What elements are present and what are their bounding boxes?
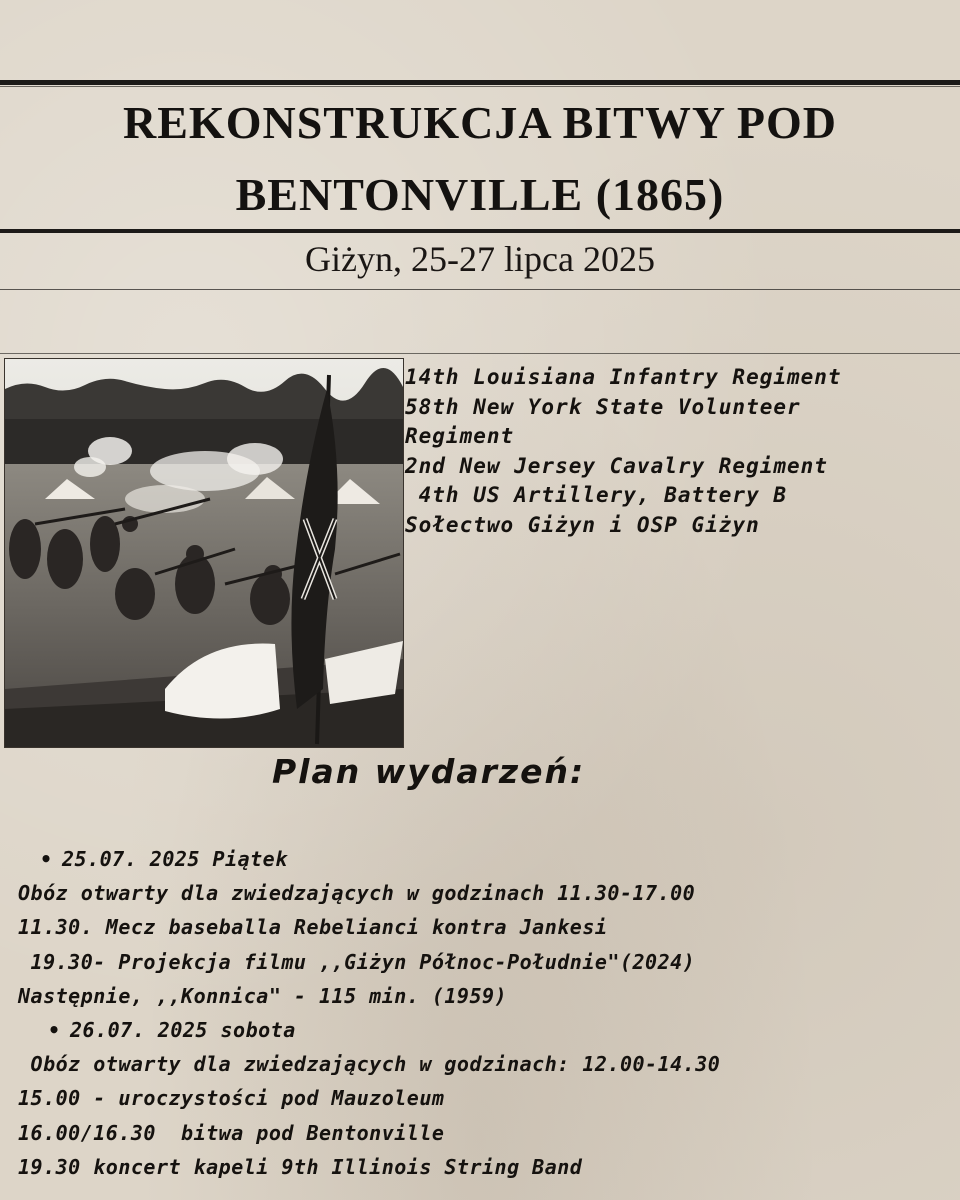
unit-item: 4th US Artillery, Battery B (405, 483, 788, 507)
schedule-line: 19.30 koncert kapeli 9th Illinois String Band (18, 1154, 583, 1179)
unit-item: 2nd New Jersey Cavalry Regiment (405, 453, 828, 478)
schedule-line: 19.30- Projekcja filmu ,,Giżyn Północ-Południe"(2024) (18, 949, 696, 974)
unit-item: Sołectwo Giżyn i OSP Giżyn (405, 512, 760, 537)
day-title: 26.07. 2025 sobota (70, 1018, 296, 1043)
plan-heading: Plan wydarzeń: (272, 752, 586, 791)
subtitle-rule (0, 289, 960, 290)
unit-item: 14th Louisiana Infantry Regiment (405, 365, 842, 389)
day-heading-saturday (18, 1013, 948, 1047)
battle-reenactment-photo (4, 358, 404, 748)
schedule-line: Obóz otwarty dla zwiedzających w godzinach 11.30-17.00 (18, 881, 696, 906)
schedule-line: 11.30. Mecz baseballa Rebelianci kontra Jankesi (18, 915, 608, 940)
schedule-line: Następnie, ,,Konnica" - 115 min. (1959) (18, 983, 508, 1008)
participating-units-list (405, 363, 957, 540)
top-rule-thin (0, 86, 960, 87)
schedule-line: 15.00 - uroczystości pod Mauzoleum (18, 1086, 445, 1111)
bullet-icon: • (40, 847, 53, 871)
unit-item: 58th New York State Volunteer Regiment (405, 394, 801, 448)
top-rule (0, 80, 960, 85)
day-title: 25.07. 2025 Piątek (62, 847, 288, 871)
schedule-line: Obóz otwarty dla zwiedzających w godzinach: 12.00-14.30 (18, 1052, 721, 1077)
title-rule (0, 229, 960, 233)
title-line-2: BENTONVILLE (1865) (235, 169, 725, 220)
schedule-line: 16.00/16.30 bitwa pod Bentonville (18, 1120, 445, 1145)
bullet-icon: • (48, 1018, 61, 1043)
section-rule (0, 353, 960, 354)
event-schedule (18, 842, 948, 1184)
day-heading-friday (18, 842, 948, 876)
title-line-1: REKONSTRUKCJA BITWY POD (123, 97, 837, 148)
date-location-subtitle: Giżyn, 25-27 lipca 2025 (305, 239, 655, 279)
